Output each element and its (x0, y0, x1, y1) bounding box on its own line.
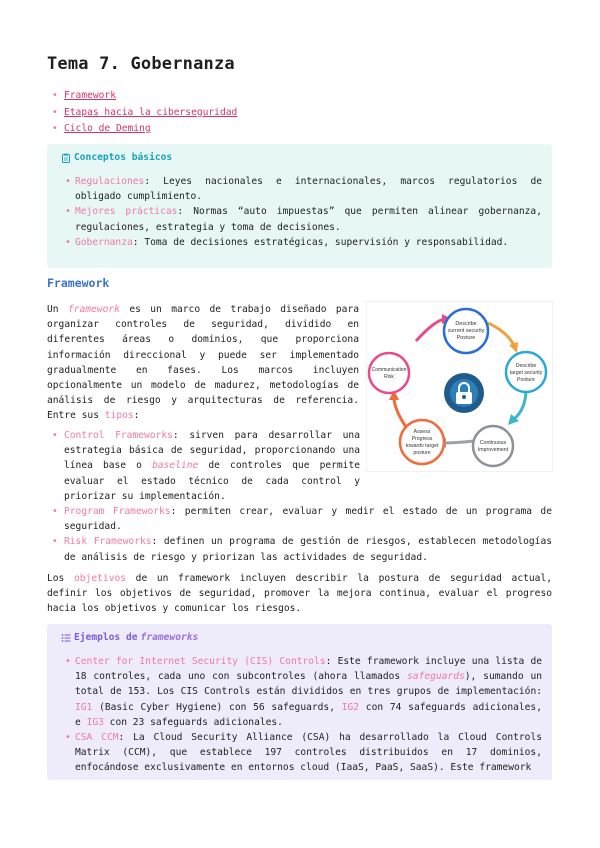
term: Program Frameworks (64, 506, 171, 518)
node-4-line-3: towards target (405, 443, 439, 449)
clipboard-icon (61, 153, 71, 163)
text: : permiten crear, evaluar y medir el estado de un programa de seguridad. (64, 506, 552, 533)
term: safeguards (407, 671, 465, 683)
text: ), sumando un total de 153. Los CIS Controls están divididos en tres grupos de implementación: (75, 671, 543, 698)
term: IG3 (86, 716, 104, 728)
list-item (65, 235, 542, 250)
node-3-line-2: Improvement (477, 447, 509, 453)
node-1-line-3: Posture (456, 335, 476, 341)
toc-link-deming[interactable]: Ciclo de Deming (64, 123, 151, 134)
list-item (52, 428, 360, 504)
toc-item (52, 121, 237, 138)
node-4-line-2: Progress (411, 436, 433, 442)
node-4-line-1: Assess (413, 429, 431, 435)
list-item (65, 730, 542, 776)
term: IG1 (75, 701, 93, 713)
term: Control Frameworks (64, 430, 173, 441)
ejemplos-title-text: Ejemplos de (74, 632, 138, 643)
term: Center for Internet Security (CIS) Controls (75, 656, 326, 667)
framework-intro (47, 302, 359, 424)
toc-link-framework[interactable]: Framework (64, 90, 116, 101)
node-2-line-3: Posture (517, 377, 535, 383)
ejemplos-title (61, 632, 198, 643)
term: baseline (152, 460, 199, 472)
ejemplos-title-em: frameworks (140, 632, 199, 643)
list-icon (61, 633, 71, 643)
ejemplos-list (65, 654, 542, 776)
page-title: Tema 7. Gobernanza (47, 54, 235, 74)
conceptos-title-text: Conceptos básicos (74, 152, 173, 163)
list-item (52, 534, 552, 564)
definition: : Leyes nacionales e internacionales, marcos regulatorios de obligado cumplimiento. (75, 176, 542, 203)
text: de controles que permite evaluar el estado técnico de cada control y priorizar su implementación. (64, 460, 360, 502)
text: Un (47, 304, 68, 315)
node-1-line-2: current security (447, 328, 485, 334)
toc-item (52, 105, 237, 122)
framework-types-list (52, 428, 552, 565)
node-3-line-1: Continuous (479, 440, 507, 446)
text: : Este framework incluye una lista de 18 controles, cada uno con subcontroles (ahora llamados (75, 656, 542, 683)
text: (Basic Cyber Hygiene) con 56 safeguards, (92, 701, 342, 713)
term: Risk Frameworks (64, 536, 152, 548)
term: CSA CCM (75, 732, 119, 744)
text: con 74 safeguards adicionales, e (75, 701, 542, 728)
node-2-line-1: Describe (515, 363, 537, 369)
ejemplos-callout (47, 624, 552, 780)
conceptos-list (65, 174, 542, 250)
toc-item (52, 88, 237, 105)
toc-link-etapas[interactable]: Etapas hacia la ciberseguridad (64, 106, 238, 118)
term: Mejores prácticas (75, 206, 178, 218)
term: Regulaciones (75, 176, 145, 187)
term: IG2 (341, 701, 360, 713)
term: framework (67, 304, 120, 315)
text: de un framework incluyen describir la postura de seguridad actual, definir los objetivos de seguridad, promover la mejora continua, evaluar el progreso hacia los objetivos y comunicar los riesgos. (47, 573, 552, 615)
section-heading-framework: Framework (47, 276, 110, 290)
text: es un marco de trabajo diseñado para organizar controles de seguridad, dividido en diferentes áreas o dominios, que proporciona información direccional y puede ser implementado gradualmente en fases. Los marcos incluyen opcionalmente un modelo de madurez, metodologías de análisis de riesgo y arquitecturas de referencia. Entre sus (47, 304, 359, 422)
node-5-line-2: Risk (384, 374, 394, 380)
node-4-line-4: posture (413, 450, 431, 456)
conceptos-callout (47, 144, 552, 268)
list-item (65, 654, 542, 730)
term: objetivos (74, 573, 126, 584)
text: Los (47, 573, 75, 584)
conceptos-title (61, 152, 172, 163)
text: : (133, 410, 140, 422)
definition: : Toma de decisiones estratégicas, supervisión y responsabilidad. (132, 236, 509, 248)
node-5-line-1: Communication (371, 367, 407, 373)
list-item (52, 504, 552, 534)
text: : sirven para desarrollar una estrategia básica de seguridad, proporcionando una línea base o (64, 430, 360, 472)
objectives-paragraph (47, 571, 552, 617)
list-item (65, 204, 542, 234)
text: : La Cloud Security Alliance (CSA) ha desarrollado la Cloud Controls Matrix (CCM), que establece 197 controles distribuidos en 17 dominios, enfocándose exclusivamente en entornos cloud (IaaS, PaaS, SaaS). Este framework (75, 732, 543, 774)
term: Gobernanza (75, 236, 133, 248)
list-item (65, 174, 542, 204)
term: tipos (104, 410, 134, 422)
node-1-line-1: Describe (455, 321, 477, 327)
node-2-line-2: target security (509, 370, 543, 376)
table-of-contents (52, 88, 237, 138)
definition: : Normas “auto impuestas” que permiten alinear gobernanza, regulaciones, estrategia y toma de decisiones. (75, 206, 542, 233)
text: : definen un programa de gestión de riesgos, establecen metodologías de análisis de riesgo y priorizan las actividades de seguridad. (64, 536, 552, 563)
text: con 23 safeguards adicionales. (103, 716, 283, 728)
